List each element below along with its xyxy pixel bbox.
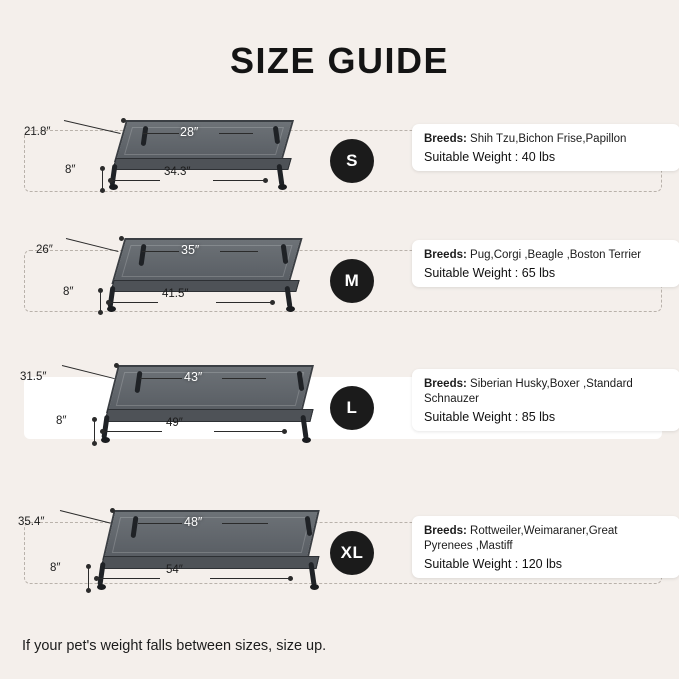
dim-line (222, 378, 266, 379)
dim-dot (92, 441, 97, 446)
info-card-m (412, 240, 679, 287)
bed-leg (101, 415, 109, 439)
dim-leg-height: 8″ (50, 562, 61, 574)
bed-foot (286, 306, 295, 312)
dim-top-width: 43″ (184, 370, 203, 384)
dim-dot (86, 588, 91, 593)
dim-line (219, 133, 253, 134)
dim-line (140, 378, 182, 379)
dim-dot (94, 576, 99, 581)
bed-frame (110, 280, 299, 292)
dim-dot (282, 429, 287, 434)
breeds-line (424, 132, 668, 147)
weight-line: Suitable Weight : 120 lbs (424, 557, 563, 571)
breeds-label: Breeds: (424, 525, 467, 537)
dim-line (222, 523, 268, 524)
weight-line: Suitable Weight : 85 lbs (424, 410, 556, 424)
dim-line (110, 180, 160, 181)
dim-height: 26″ (36, 244, 53, 256)
bed-foot (101, 437, 110, 443)
dim-dot (106, 300, 111, 305)
dim-line (216, 302, 272, 303)
dim-dot (270, 300, 275, 305)
dim-dot (98, 288, 103, 293)
weight-line: Suitable Weight : 65 lbs (424, 266, 556, 280)
weight-line: Suitable Weight : 40 lbs (424, 150, 556, 164)
breeds-label: Breeds: (424, 378, 467, 390)
dim-top-width: 28″ (180, 125, 199, 139)
size-badge-m: M (330, 259, 374, 303)
footnote-text: If your pet's weight falls between sizes, size up. (22, 638, 327, 654)
dim-leg-height: 8″ (65, 164, 76, 176)
breeds-line (424, 248, 668, 263)
dim-line (143, 133, 179, 134)
dim-dot (98, 310, 103, 315)
dim-base-width: 49″ (166, 417, 183, 429)
dim-line (213, 180, 265, 181)
size-badge-s: S (330, 139, 374, 183)
breeds-line (424, 377, 668, 407)
dim-dot (100, 429, 105, 434)
dim-line (210, 578, 290, 579)
breeds-line (424, 524, 668, 554)
bed-illustration-s (78, 108, 298, 208)
dim-line (220, 251, 258, 252)
bed-foot (278, 184, 287, 190)
breeds-value: Siberian Husky,Boxer ,Standard Schnauzer (424, 378, 633, 405)
dim-dot (114, 363, 119, 368)
size-badge-xl: XL (330, 531, 374, 575)
dim-base-width: 54″ (166, 564, 183, 576)
dim-line (102, 431, 162, 432)
bed-foot (310, 584, 319, 590)
breeds-value: Shih Tzu,Bichon Frise,Papillon (470, 133, 627, 145)
dim-height: 31.5″ (20, 371, 47, 383)
info-card-s (412, 124, 679, 171)
dim-dot (100, 188, 105, 193)
dim-line (102, 170, 103, 190)
size-row-xl (18, 500, 662, 600)
size-row-l (18, 355, 662, 455)
dim-dot (108, 178, 113, 183)
dim-height: 21.8″ (24, 126, 51, 138)
breeds-value: Pug,Corgi ,Beagle ,Boston Terrier (470, 249, 642, 261)
dim-dot (121, 118, 126, 123)
size-row-m (18, 228, 662, 328)
bed-frame (104, 409, 313, 422)
dim-dot (263, 178, 268, 183)
dim-leg-height: 8″ (56, 415, 67, 427)
info-card-xl (412, 516, 679, 578)
dim-height: 35.4″ (18, 516, 45, 528)
breeds-value: Rottweiler,Weimaraner,Great Pyrenees ,Mastiff (424, 525, 618, 552)
bed-foot (97, 584, 106, 590)
size-badge-l: L (330, 386, 374, 430)
dim-line (138, 523, 182, 524)
bed-foot (107, 306, 116, 312)
bed-foot (302, 437, 311, 443)
dim-dot (86, 564, 91, 569)
dim-line (108, 302, 158, 303)
dim-line (96, 578, 160, 579)
bed-leg (97, 562, 105, 586)
dim-line (142, 251, 179, 252)
bed-foot (109, 184, 118, 190)
dim-dot (92, 417, 97, 422)
bed-frame (100, 556, 319, 569)
dim-dot (110, 508, 115, 513)
dim-dot (100, 166, 105, 171)
dim-top-width: 48″ (184, 515, 203, 529)
dim-line (214, 431, 284, 432)
dim-base-width: 41.5″ (162, 288, 189, 300)
dim-line (88, 568, 89, 590)
breeds-label: Breeds: (424, 249, 467, 261)
page-title: SIZE GUIDE (229, 40, 450, 81)
breeds-label: Breeds: (424, 133, 467, 145)
size-row-s (18, 108, 662, 208)
dim-line (100, 292, 101, 312)
info-card-l (412, 369, 679, 431)
dim-line (94, 421, 95, 443)
dim-base-width: 34.3″ (164, 166, 191, 178)
dim-dot (119, 236, 124, 241)
dim-leg-height: 8″ (63, 286, 74, 298)
bed-frame (112, 158, 291, 170)
dim-dot (288, 576, 293, 581)
dim-top-width: 35″ (181, 243, 200, 257)
